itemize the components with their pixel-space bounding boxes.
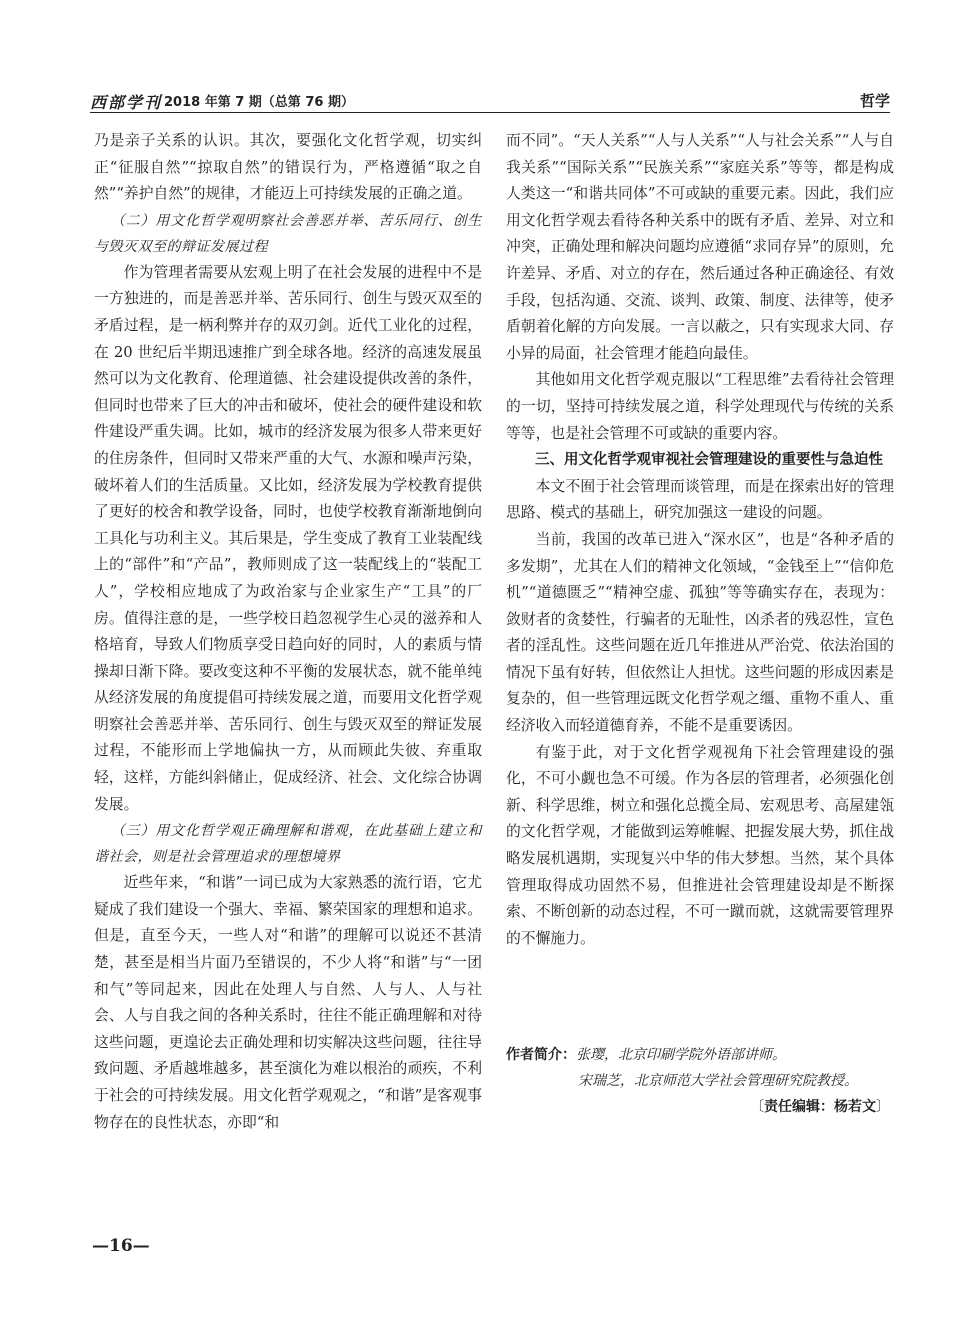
journal-logo: 西部学刊 — [90, 93, 163, 112]
bracket-close: 〕 — [876, 1099, 890, 1115]
editor-credit — [506, 1094, 894, 1120]
author-1: 张璎，北京印刷学院外语部讲师。 — [576, 1047, 786, 1063]
paragraph: 而不同”。“天人关系”“人与人关系”“人与社会关系”“人与自我关系”“国际关系”“民族关系”“家庭关系”等等，都是构成人类这一“和谐共同体”不可或缺的重要元素。因此，我们应用文化哲学观去看待各种关系中的既有矛盾、差异、对立和冲突，正确处理和解决问题均应遵循“求同存异”的原则，允许差异、矛盾、对立的存在，然后通过各种正确途径、有效手段，包括沟通、交流、谈判、政策、制度、法律等，使矛盾朝着化解的方向发展。一言以蔽之，只有实现求大同、存小异的局面，社会管理才能趋向最佳。 — [506, 132, 894, 362]
subheading: （二）用文化哲学观明察社会善恶并举、苦乐同行、创生与毁灭双至的辩证发展过程 — [94, 212, 482, 255]
left-column — [94, 128, 482, 1136]
page-header — [90, 88, 890, 114]
paragraph: 有鉴于此，对于文化哲学观视角下社会管理建设的强化，不可小觑也急不可缓。作为各层的管理者，必须强化创新、科学思维，树立和强化总揽全局、宏观思考、高屋建瓴的文化哲学观，才能做到运筹帷幄、把握发展大势，抓住战略发展机遇期，实现复兴中华的伟大梦想。当然，某个具体管理取得成功固然不易，但推进社会管理建设却是不断探索、不断创新的动态过程，不可一蹴而就，这就需要管理界的不懈施力。 — [506, 743, 894, 947]
header-divider — [90, 112, 890, 113]
bracket-open: 〔 — [750, 1099, 764, 1115]
paragraph: 本文不囿于社会管理而谈管理，而是在探索出好的管理思路、模式的基础上，研究加强这一建设的问题。 — [506, 477, 894, 522]
author-line-1 — [506, 1042, 894, 1068]
author-label: 作者简介： — [506, 1047, 576, 1063]
page-number: —16— — [92, 1236, 150, 1256]
paragraph: 作为管理者需要从宏观上明了在社会发展的进程中不是一方独进的，而是善恶并举、苦乐同行、创生与毁灭双至的矛盾过程，是一柄利弊并存的双刃剑。近代工业化的过程，在 20 世纪后半期迅速推广到全球各地。经济的高速发展虽然可以为文化教育、伦理道德、社会建设提供改善的条件，但同时也带来了巨大的冲击和破坏，使社会的硬件建设和软件建设严重失调。比如，城市的经济发展为很多人带来更好的住房条件，但同时又带来严重的大气、水源和噪声污染，破坏着人们的生活质量。又比如，经济发展为学校教育提供了更好的校舍和教学设备，同时，也使学校教育渐渐地倒向工具化与功利主义。其后果是，学生变成了教育工业装配线上的“部件”和“产品”，教师则成了这一装配线上的“装配工人”，学校相应地成了为政治家与企业家生产“工具”的厂房。值得注意的是，一些学校日趋忽视学生心灵的滋养和人格培育，导致人们物质享受日趋向好的同时，人的素质与情操却日渐下降。要改变这种不平衡的发展状态，就不能单纯从经济发展的角度提倡可持续发展之道，而要用文化哲学观明察社会善恶并举、苦乐同行、创生与毁灭双至的辩证发展过程，不能形而上学地偏执一方，从而顾此失彼、弃重取轻，这样，方能纠斜储止，促成经济、社会、文化综合协调发展。 — [94, 263, 482, 813]
section-label: 哲学 — [859, 92, 890, 110]
paragraph: 近些年来，“和谐”一词已成为大家熟悉的流行语，它尤疑成了我们建设一个强大、幸福、繁荣国家的理想和追求。但是，直至今天，一些人对“和谐”的理解可以说还不甚清楚，甚至是相当片面乃至错误的，不少人将“和谐”与“一团和气”等同起来，因此在处理人与自然、人与人、人与社会、人与自我之间的各种关系时，往往不能正确理解和对待这些问题，更遑论去正确处理和切实解决这些问题，往往导致问题、矛盾越堆越多，甚至演化为难以根治的顽疾，不利于社会的可持续发展。用文化哲学观观之，“和谐”是客观事物存在的良性状态，亦即“和 — [94, 874, 482, 1131]
subheading: （三）用文化哲学观正确理解和谐观，在此基础上建立和谐社会，则是社会管理追求的理想境界 — [94, 823, 482, 866]
author-note — [506, 1042, 894, 1120]
section-heading: 三、用文化哲学观审视社会管理建设的重要性与急迫性 — [535, 452, 883, 469]
issue-info: 2018 年第 7 期（总第 76 期） — [164, 95, 354, 110]
right-column — [506, 128, 894, 952]
editor-name: 杨若文 — [834, 1099, 876, 1115]
paragraph: 当前，我国的改革已进入“深水区”，也是“各种矛盾的多发期”，尤其在人们的精神文化领域，“金钱至上”“信仰危机”“道德匮乏”“精神空虚、孤独”等等确实存在，表现为：敛财者的贪婪性，行骗者的无耻性，凶杀者的残忍性，宣色者的淫乱性。这些问题在近几年推进从严治党、依法治国的情况下虽有好转，但依然让人担忧。这些问题的形成因素是复杂的，但一些管理远既文化哲学观之缰、重物不重人、重经济收入而轻道德育养，不能不是重要诱因。 — [506, 530, 894, 735]
editor-label: 责任编辑： — [764, 1099, 834, 1115]
paragraph: 其他如用文化哲学观克服以“工程思维”去看待社会管理的一切，坚持可持续发展之道，科学处理现代与传统的关系等等，也是社会管理不可或缺的重要内容。 — [506, 371, 894, 442]
author-2: 宋瑞芝，北京师范大学社会管理研究院教授。 — [578, 1073, 858, 1089]
paragraph: 乃是亲子关系的认识。其次，要强化文化哲学观，切实纠正“征服自然”“掠取自然”的错误行为，严格遵循“取之自然”“养护自然”的规律，才能迈上可持续发展的正确之道。 — [94, 132, 482, 203]
